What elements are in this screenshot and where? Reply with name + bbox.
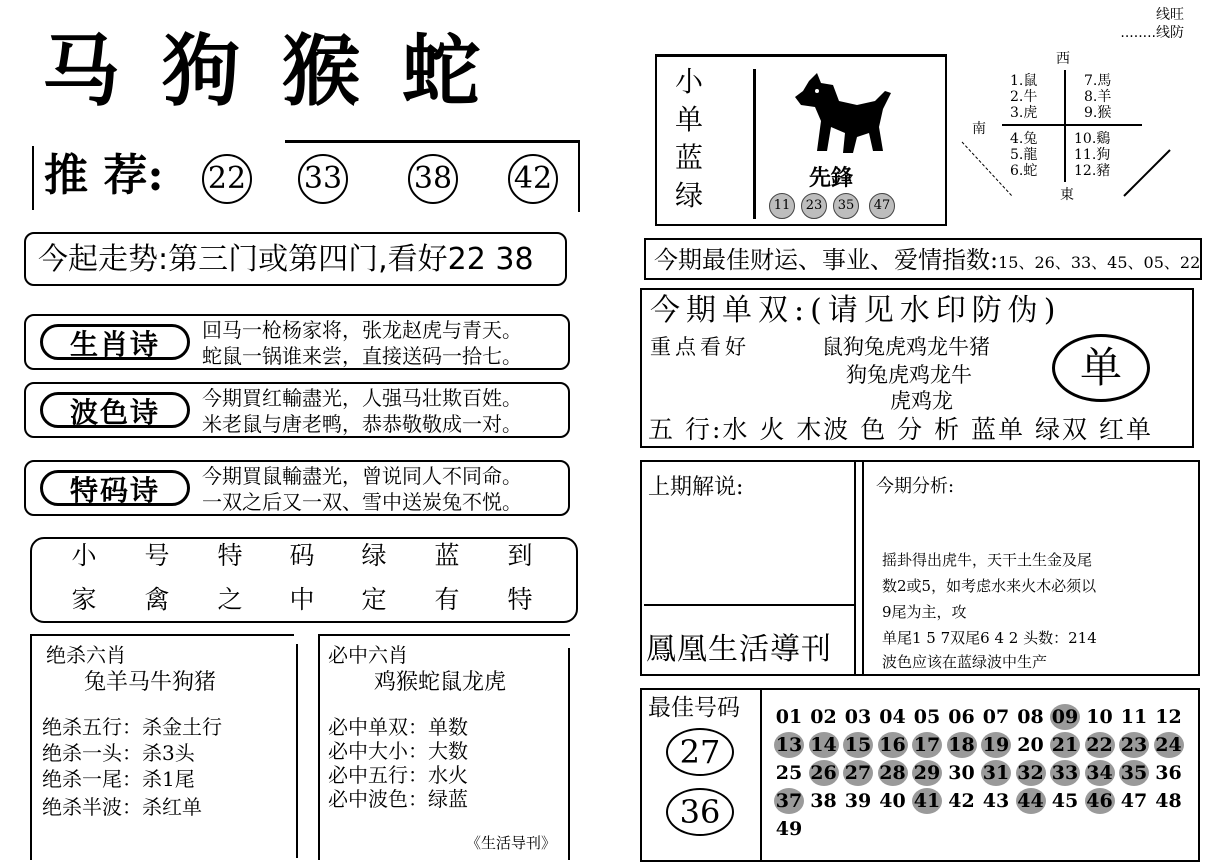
index-values: 15、26、33、45、05、22 (998, 253, 1201, 272)
trend-panel (24, 232, 567, 286)
number-cell: 03 (844, 706, 872, 728)
number-cell: 22 (1086, 734, 1113, 756)
grid-char: 号 (144, 541, 170, 570)
zodiac-item: 5.龍 (1010, 147, 1038, 163)
compass-diagonals (948, 46, 1178, 216)
best-pick: 27 (666, 728, 734, 776)
number-cell: 10 (1086, 706, 1113, 728)
grid-char: 定 (361, 585, 387, 614)
focus-line: 虎鸡龙 (890, 389, 953, 413)
poem-line: 一双之后又一双、雪中送炭兔不悦。 (202, 490, 522, 514)
number-cell: 01 (775, 706, 803, 728)
zodiac-item: 4.兔 (1010, 131, 1038, 147)
kill-item: 绝杀一尾：杀1尾 (42, 767, 195, 791)
analysis-line: 数2或5，如考虑水来火木必须以 (882, 577, 1097, 595)
number-cell: 29 (913, 762, 941, 784)
number-cell: 11 (1120, 706, 1148, 728)
last-period-label: 上期解说: (648, 475, 744, 500)
number-cell: 41 (913, 790, 941, 812)
divider (753, 69, 756, 219)
vertical-char: 绿 (674, 179, 703, 212)
poem-line: 今期買鼠輸盡光，曾说同人不同命。 (202, 464, 522, 488)
kill-item: 绝杀五行：杀金土行 (42, 715, 222, 739)
number-cell: 44 (1017, 790, 1044, 812)
grid-char: 中 (289, 585, 315, 614)
must-item: 必中大小：大数 (328, 739, 468, 763)
analysis-line: 单尾1 5 7双尾6 4 2 头数：214 (882, 629, 1097, 647)
zodiac-item: 8.羊 (1084, 89, 1112, 105)
must-item: 必中波色：绿蓝 (328, 787, 468, 811)
vanguard-caption: 先鋒 (809, 165, 854, 191)
recommend-panel (30, 140, 580, 212)
number-cell: 13 (775, 734, 803, 756)
must-item: 必中单双：单数 (328, 715, 468, 739)
number-cell: 39 (844, 790, 872, 812)
zodiac-item: 11.狗 (1074, 147, 1111, 163)
kill-animals: 兔羊马牛狗猪 (84, 670, 217, 695)
number-cell: 45 (1051, 790, 1079, 812)
number-cell: 42 (948, 790, 975, 812)
dog-card (759, 69, 935, 221)
feature-ball: 23 (801, 193, 827, 219)
grid-char: 到 (507, 541, 533, 570)
poem-tag: 特码诗 (40, 470, 190, 506)
number-cell: 37 (775, 790, 803, 812)
vertical-char: 小 (674, 65, 703, 98)
top-note-line: 线旺 (1156, 7, 1184, 23)
poem-special (24, 460, 570, 516)
best-numbers-panel (640, 688, 1200, 862)
number-cell: 48 (1155, 790, 1182, 812)
zodiac-compass (948, 46, 1178, 216)
must-title: 必中六肖 (328, 643, 408, 667)
main-title: 马狗猴蛇 (42, 26, 523, 117)
kill-title: 绝杀六肖 (46, 643, 126, 667)
number-cell: 17 (913, 734, 941, 756)
hint-grid (30, 537, 578, 623)
analysis-line: 9尾为主，攻 (882, 603, 967, 621)
number-cell: 40 (879, 790, 906, 812)
number-cell: 32 (1017, 762, 1044, 784)
grid-char: 有 (434, 585, 460, 614)
number-cell: 20 (1017, 734, 1044, 756)
number-cell: 14 (810, 734, 837, 756)
number-cell: 26 (810, 762, 837, 784)
number-cell: 24 (1155, 734, 1182, 756)
zodiac-item: 6.蛇 (1010, 163, 1038, 179)
divider (760, 690, 762, 860)
vertical-char: 单 (674, 103, 703, 136)
top-note (1120, 6, 1184, 42)
number-cell: 27 (844, 762, 872, 784)
kill-item: 绝杀半波：杀红单 (42, 795, 202, 819)
must-panel (318, 634, 570, 860)
must-animals: 鸡猴蛇鼠龙虎 (374, 670, 507, 695)
odd-even-panel (640, 288, 1194, 448)
grid-char: 小 (71, 541, 97, 570)
divider (568, 648, 570, 860)
number-cell: 04 (879, 706, 906, 728)
number-cell: 31 (982, 762, 1010, 784)
zodiac-item: 10.鷄 (1074, 131, 1111, 147)
recommend-number: 22 (202, 154, 252, 204)
number-cell: 35 (1120, 762, 1148, 784)
compass-east: 東 (1060, 187, 1074, 203)
grid-char: 禽 (144, 585, 170, 614)
grid-char: 之 (217, 585, 243, 614)
grid-char: 码 (289, 541, 315, 570)
analysis-panel (640, 460, 1200, 676)
number-cell: 38 (810, 790, 837, 812)
feature-panel (655, 54, 947, 226)
grid-char: 家 (71, 585, 97, 614)
number-cell: 28 (879, 762, 906, 784)
best-label: 最佳号码 (648, 695, 740, 721)
odd-even-title: 今期单双:(请见水印防伪) (650, 293, 1062, 328)
grid-char: 绿 (361, 541, 387, 570)
zodiac-item: 12.豬 (1074, 163, 1111, 179)
zodiac-item: 9.猴 (1084, 105, 1112, 121)
number-cell: 46 (1086, 790, 1113, 812)
brand-logo: 鳳凰生活導刊 (646, 632, 832, 667)
divider (296, 644, 298, 858)
recommend-number: 42 (508, 154, 558, 204)
number-cell: 34 (1086, 762, 1113, 784)
divider (32, 146, 34, 210)
poem-color (24, 382, 570, 438)
number-cell: 23 (1120, 734, 1148, 756)
recommend-number: 33 (298, 154, 348, 204)
number-cell: 19 (982, 734, 1010, 756)
compass-south: 南 (972, 121, 986, 137)
number-cell: 16 (879, 734, 906, 756)
poem-tag: 生肖诗 (40, 324, 190, 360)
best-pick: 36 (666, 788, 734, 836)
poem-line: 回马一枪杨家将，张龙赵虎与青天。 (202, 318, 522, 342)
number-cell: 12 (1155, 706, 1182, 728)
divider (854, 462, 856, 674)
number-cell: 47 (1120, 790, 1148, 812)
odd-even-answer: 单 (1052, 334, 1150, 402)
zodiac-item: 3.虎 (1010, 105, 1038, 121)
kill-panel (30, 634, 294, 860)
poem-tag: 波色诗 (40, 392, 190, 428)
index-panel (644, 238, 1202, 280)
zodiac-item: 2.牛 (1010, 89, 1038, 105)
number-cell: 49 (775, 818, 803, 840)
this-period-label: 今期分析: (876, 476, 955, 497)
number-cell: 33 (1051, 762, 1079, 784)
wuxing-line: 五 行:水 火 木波 色 分 析 蓝单 绿双 红单 (648, 415, 1153, 444)
number-cell: 06 (948, 706, 975, 728)
compass-west: 西 (1056, 51, 1070, 67)
vertical-tips (673, 63, 705, 215)
focus-label: 重点看好 (650, 335, 750, 359)
number-cell: 07 (982, 706, 1010, 728)
poem-zodiac (24, 314, 570, 370)
number-cell: 43 (982, 790, 1010, 812)
kill-item: 绝杀一头：杀3头 (42, 741, 195, 765)
focus-line: 鼠狗兔虎鸡龙牛猪 (822, 335, 990, 359)
zodiac-item: 7.馬 (1084, 73, 1112, 89)
number-cell: 18 (948, 734, 975, 756)
feature-ball: 35 (833, 193, 859, 219)
analysis-line: 摇卦得出虎牛，天干土生金及尾 (882, 551, 1093, 569)
grid-char: 特 (217, 541, 243, 570)
number-cell: 25 (775, 762, 803, 784)
divider (578, 140, 580, 212)
grid-char: 特 (507, 585, 533, 614)
number-cell: 36 (1155, 762, 1182, 784)
recommend-number: 38 (408, 154, 458, 204)
focus-line: 狗兔虎鸡龙牛 (846, 363, 972, 387)
recommend-label: 推 荐: (44, 150, 164, 201)
divider (862, 462, 864, 674)
feature-ball: 11 (769, 193, 795, 219)
number-cell: 08 (1017, 706, 1044, 728)
feature-ball: 47 (869, 193, 895, 219)
number-cell: 02 (810, 706, 837, 728)
grid-char: 蓝 (434, 541, 460, 570)
poem-line: 米老鼠与唐老鸭，恭恭敬敬成一对。 (202, 412, 522, 436)
analysis-line: 波色应该在蓝绿波中生产 (882, 653, 1048, 671)
number-cell: 15 (844, 734, 872, 756)
index-text: 今期最佳财运、事业、爱情指数:15、26、33、45、05、22 (654, 246, 1201, 274)
poem-line: 蛇鼠一锅谁来尝，直接送码一拾七。 (202, 344, 522, 368)
poem-line: 今期買红輸盡光，人强马壮欺百姓。 (202, 386, 522, 410)
vertical-char: 蓝 (674, 141, 703, 174)
number-cell: 21 (1051, 734, 1079, 756)
top-note-line: ........线防 (1120, 25, 1184, 41)
number-cell: 30 (948, 762, 975, 784)
must-item: 必中五行：水火 (328, 763, 468, 787)
source-caption: 《生活导刊》 (466, 834, 557, 852)
number-cell: 05 (913, 706, 941, 728)
trend-text: 今起走势:第三门或第四门,看好22 38 (38, 242, 534, 277)
number-cell: 09 (1051, 706, 1079, 728)
dog-silhouette-icon (787, 71, 897, 157)
divider (644, 604, 854, 606)
divider (285, 140, 580, 143)
zodiac-item: 1.鼠 (1010, 73, 1038, 89)
